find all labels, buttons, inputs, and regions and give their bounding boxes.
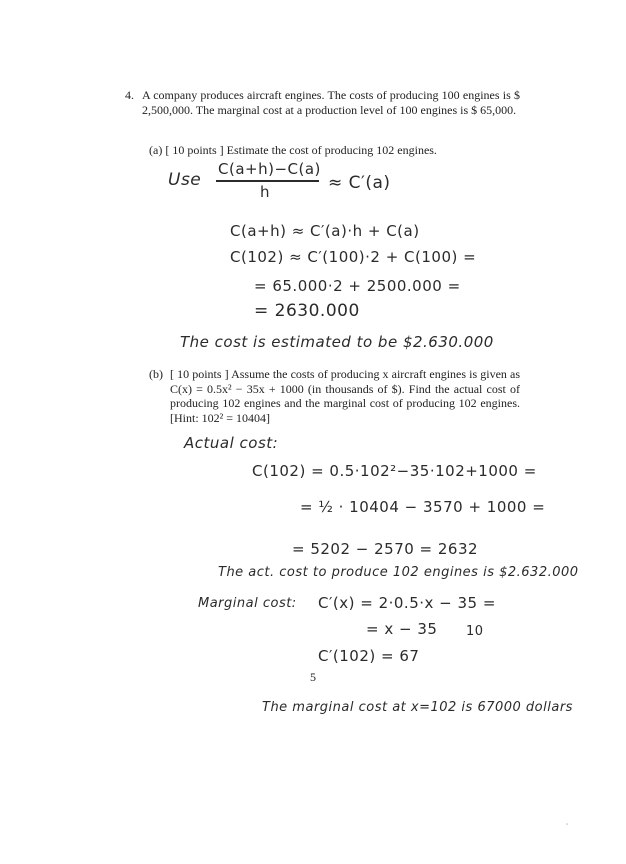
hw-actual-cost-heading: Actual cost: [184,434,279,452]
hw-marginal-value: C′(102) = 67 [318,647,420,665]
hw-difference-quotient-denominator: h [260,183,271,201]
part-a-prompt: (a) [ 10 points ] Estimate the cost of producing 102 engines. [149,143,437,157]
hw-actual-cost-conclusion: The act. cost to produce 102 engines is $2.632.000 [218,565,579,580]
hw-actual-cost-line3: = 5202 − 2570 = 2632 [292,540,479,558]
problem-number: 4. [125,88,134,102]
hw-approx-derivative: ≈ C′(a) [328,173,391,193]
hw-marginal-simplified: = x − 35 [366,620,438,638]
hw-actual-cost-line2: = ½ · 10404 − 3570 + 1000 = [300,498,546,516]
hw-linear-approx-applied: C(102) ≈ C′(100)·2 + C(100) = [230,248,477,266]
page-number: 5 [310,670,316,684]
hw-fraction-bar [216,180,319,182]
hw-actual-cost-line1: C(102) = 0.5·102²−35·102+1000 = [252,462,537,480]
scan-speck [562,814,572,824]
hw-use-word: Use [168,170,202,190]
hw-substitution: = 65.000·2 + 2500.000 = [254,277,461,295]
hw-marginal-derivative: C′(x) = 2·0.5·x − 35 = [318,594,496,612]
part-b-prompt: [ 10 points ] Assume the costs of producing x aircraft engines is given as C(x) = 0.5x² − 35x + 1000 (in thousands of $). Find the actual cost of producing 102 engines and the marginal cost of producing 102 engines. [Hint: 102² = 10404] [170,367,520,425]
hw-marginal-conclusion: The marginal cost at x=102 is 67000 dollars [262,700,573,715]
hw-marginal-cost-heading: Marginal cost: [198,596,297,611]
hw-estimate-result: = 2630.000 [254,301,360,321]
hw-stray-mark: 10 [466,624,484,639]
hw-linear-approx-formula: C(a+h) ≈ C′(a)·h + C(a) [230,222,420,240]
problem-statement: A company produces aircraft engines. The costs of producing 100 engines is $ 2,500,000. The marginal cost at a production level of 100 engines is $ 65,000. [142,88,520,117]
part-b-label: (b) [149,367,163,381]
hw-difference-quotient-numerator: C(a+h)−C(a) [218,160,321,178]
hw-part-a-conclusion: The cost is estimated to be $2.630.000 [180,333,494,351]
